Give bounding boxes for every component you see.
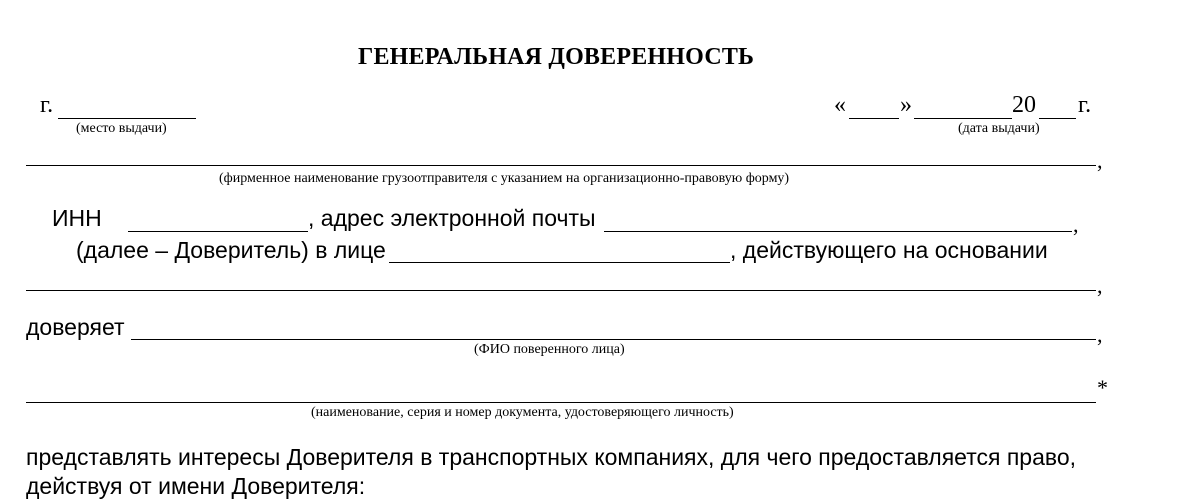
principal-prefix: (далее – Доверитель) в лице (76, 237, 386, 263)
identity-caption: (наименование, серия и номер документа, удостоверяющего личность) (311, 405, 734, 420)
date-month-field[interactable] (914, 118, 1012, 119)
date-year-suffix: г. (1078, 92, 1092, 118)
document-title: ГЕНЕРАЛЬНАЯ ДОВЕРЕННОСТЬ (358, 44, 755, 70)
place-prefix: г. (40, 92, 54, 118)
basis-end-comma: , (1097, 273, 1103, 298)
principal-suffix: , действующего на основании (730, 237, 1048, 263)
email-label: , адрес электронной почты (308, 205, 596, 231)
identity-document-field[interactable] (26, 402, 1096, 403)
closing-line-2: действуя от имени Доверителя: (26, 473, 366, 499)
trustee-caption: (ФИО поверенного лица) (474, 342, 625, 357)
place-field[interactable] (58, 118, 196, 119)
inn-field[interactable] (128, 231, 308, 232)
date-day-field[interactable] (849, 118, 899, 119)
closing-line-1: представлять интересы Доверителя в транспортных компаниях, для чего предоставляется право, (26, 444, 1077, 470)
shipper-end-comma: , (1097, 148, 1103, 173)
email-field[interactable] (604, 231, 1072, 232)
basis-field[interactable] (26, 290, 1096, 291)
trustee-end-comma: , (1097, 322, 1103, 347)
date-close-quote: » (900, 92, 912, 118)
identity-asterisk: * (1097, 375, 1108, 400)
representative-field[interactable] (389, 262, 730, 263)
shipper-caption: (фирменное наименование грузоотправителя с указанием на организационно-правовую форму) (219, 171, 790, 186)
trustee-label: доверяет (26, 314, 125, 340)
date-open-quote: « (834, 92, 846, 118)
date-year-prefix: 20 (1012, 92, 1036, 118)
trustee-name-field[interactable] (131, 339, 1096, 340)
date-caption: (дата выдачи) (958, 121, 1040, 136)
date-year-field[interactable] (1039, 118, 1076, 119)
inn-label: ИНН (52, 205, 102, 231)
place-caption: (место выдачи) (76, 121, 167, 136)
inn-line-end-comma: , (1073, 212, 1079, 237)
shipper-name-field[interactable] (26, 165, 1096, 166)
